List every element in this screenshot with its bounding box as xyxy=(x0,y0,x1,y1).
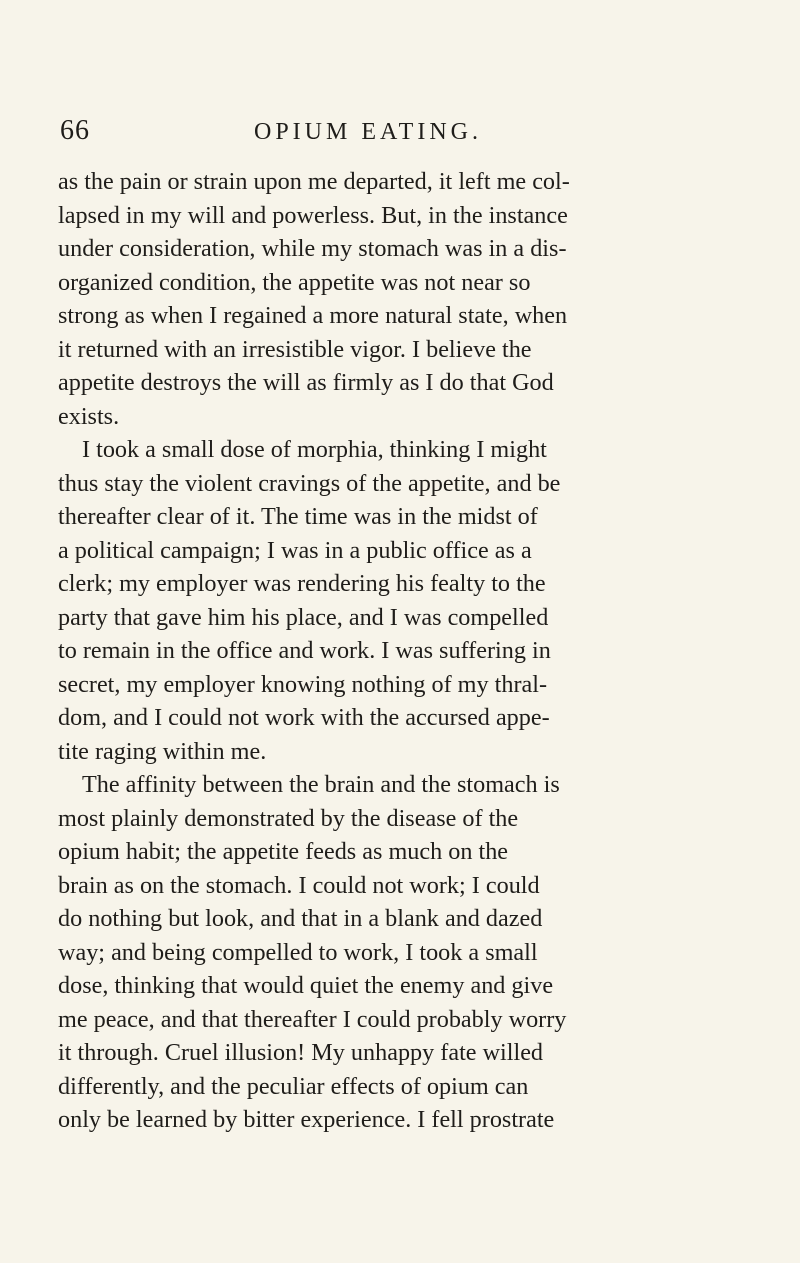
text-line: brain as on the stomach. I could not work; I could xyxy=(58,871,540,899)
text-line: way; and being compelled to work, I took a small xyxy=(58,938,538,966)
text-line: only be learned by bitter experience. I fell prostrate xyxy=(58,1106,555,1133)
text-line: lapsed in my will and powerless. But, in the instance xyxy=(58,201,568,229)
text-line: party that gave him his place, and I was compelled xyxy=(58,603,549,631)
text-line: to remain in the office and work. I was suffering in xyxy=(58,637,551,664)
text-line: organized condition, the appetite was not near so xyxy=(58,268,531,296)
text-line: I took a small dose of morphia, thinking I might xyxy=(82,436,547,463)
text-line: do nothing but look, and that in a blank and dazed xyxy=(58,905,543,932)
text-line: a political campaign; I was in a public office as a xyxy=(58,536,532,564)
running-head: OPIUM EATING. xyxy=(254,119,482,145)
text-line: dose, thinking that would quiet the enemy and give xyxy=(58,972,554,999)
text-line: exists. xyxy=(58,402,120,430)
page-header xyxy=(60,115,740,155)
text-line: clerk; my employer was rendering his fealty to the xyxy=(58,570,546,597)
text-line: me peace, and that thereafter I could probably worry xyxy=(58,1005,567,1033)
text-line: differently, and the peculiar effects of opium can xyxy=(58,1072,529,1100)
text-line: most plainly demonstrated by the disease of the xyxy=(58,804,519,832)
text-line: it returned with an irresistible vigor. I believe the xyxy=(58,335,532,363)
text-line: The affinity between the brain and the stomach is xyxy=(82,771,560,798)
text-line: secret, my employer knowing nothing of my thral- xyxy=(58,670,548,698)
text-line: it through. Cruel illusion! My unhappy fate willed xyxy=(58,1039,544,1066)
text-line: thereafter clear of it. The time was in the midst of xyxy=(58,503,538,530)
page-body xyxy=(58,165,748,1137)
text-line: dom, and I could not work with the accursed appe- xyxy=(58,704,550,731)
text-line: tite raging within me. xyxy=(58,737,267,765)
text-line: opium habit; the appetite feeds as much on the xyxy=(58,838,509,865)
text-line: appetite destroys the will as firmly as I do that God xyxy=(58,369,554,396)
text-line: thus stay the violent cravings of the appetite, and be xyxy=(58,469,561,497)
text-line: as the pain or strain upon me departed, it left me col- xyxy=(58,168,570,195)
page-number: 66 xyxy=(60,115,90,146)
text-line: under consideration, while my stomach was in a dis- xyxy=(58,235,567,262)
text-line: strong as when I regained a more natural state, when xyxy=(58,302,568,329)
